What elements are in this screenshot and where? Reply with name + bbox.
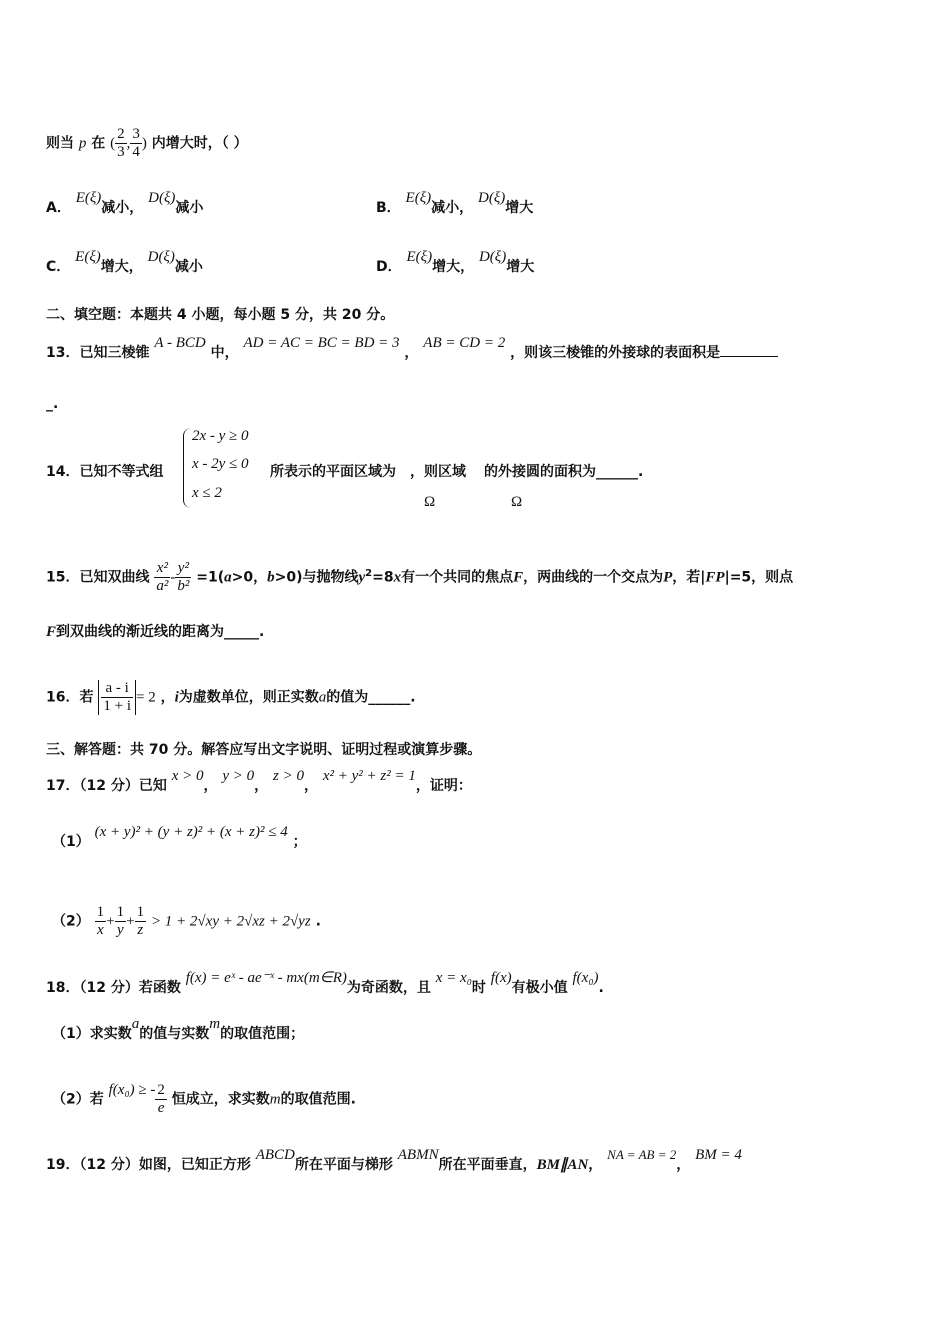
q17-c2: y > 0	[222, 768, 255, 784]
intro-rparen: )	[141, 135, 147, 152]
q18-p1-tail: 的取值范围；	[220, 1026, 305, 1042]
q14-text-2: ，则区域	[410, 464, 466, 480]
option-e: E(ξ)	[75, 249, 101, 265]
q17-line	[46, 768, 472, 796]
q14-text	[270, 462, 643, 482]
q18-part-1	[52, 1016, 305, 1044]
q17-c1: x > 0	[171, 768, 204, 784]
q19-num: 19．（12 分）如图，已知正方形	[46, 1157, 251, 1173]
q17-p1-end: ；	[292, 834, 307, 850]
q18-part-2	[52, 1082, 356, 1117]
q17-num: 17．（12 分）已知	[46, 778, 167, 794]
option-letter: A．	[46, 200, 71, 216]
q16-abs	[98, 680, 136, 715]
q17-frac-x: $\frac{1}{x}$	[96, 904, 105, 938]
q18-p2-lhs: f(x₀) ≥ -	[108, 1081, 156, 1098]
q18-fx0: f(x₀)	[572, 970, 599, 986]
q18-line	[46, 970, 604, 998]
q17-part-1	[52, 824, 307, 852]
q19-sep-2: ，	[676, 1157, 691, 1173]
q15-P: P	[663, 569, 673, 586]
q17-frac-z: $\frac{1}{z}$	[136, 904, 145, 938]
option-d: D(ξ)	[147, 249, 175, 265]
q19-cond2: BM = 4	[695, 1147, 742, 1163]
q15-mid1: 有一个共同的焦点	[401, 569, 514, 586]
option-d-verb: 增大	[505, 200, 534, 216]
option-b	[376, 190, 534, 218]
q16-line	[46, 680, 416, 715]
q18-fx: f(x)	[490, 970, 512, 986]
q13-mid: 中，	[210, 345, 239, 361]
q19-line	[46, 1147, 742, 1175]
option-d	[376, 249, 535, 277]
q16-mid1: ，	[160, 689, 175, 706]
q14-omega-1: Ω	[424, 494, 436, 510]
q15-mid2: ，两曲线的一个交点为	[523, 569, 664, 586]
option-e-verb: 增大，	[432, 259, 475, 275]
q13-sep: ，	[404, 345, 419, 361]
q19-parallel: BM∥AN	[536, 1157, 589, 1173]
q18-p1-mid: 的值与实数	[139, 1026, 210, 1042]
q16-num: 16．若	[46, 689, 94, 706]
q13-blank	[720, 342, 778, 357]
q15-mid4: |=5，则点	[724, 569, 794, 586]
q16-i: i	[174, 689, 179, 706]
option-e: E(ξ)	[406, 249, 433, 265]
q18-mid3: 有极小值	[511, 980, 568, 996]
option-d-verb: 减小	[174, 259, 203, 275]
q17-c4: x² + y² + z² = 1	[322, 768, 416, 784]
option-d: D(ξ)	[148, 190, 176, 206]
q18-p2-frac: $\frac{2}{e}$	[157, 1082, 165, 1116]
q15-line2-text: 到双曲线的渐近线的距离为_____.	[56, 624, 265, 640]
intro-comma: ,	[126, 135, 131, 152]
q15-FP: FP	[705, 569, 725, 586]
intro-line	[46, 126, 248, 161]
q18-p1-label: （1）求实数	[52, 1026, 132, 1042]
q19-trapezoid: ABMN	[397, 1147, 439, 1163]
q17-p2-rhs: > 1 + 2√xy + 2√xz + 2√yz	[150, 913, 311, 930]
option-letter: B．	[376, 200, 401, 216]
q18-p2-mid: 恒成立，求实数	[171, 1091, 270, 1108]
q15-b: b	[267, 569, 275, 586]
q15-parab-y: y	[358, 569, 366, 586]
q19-sep-1: ，	[588, 1157, 603, 1173]
q14-prefix: 14．已知不等式组	[46, 464, 164, 480]
q14-ineq-2: x - 2y ≤ 0	[192, 456, 249, 472]
intro-frac-1: $\frac{2}{3}$	[117, 126, 125, 160]
q18-mid2: 时	[471, 980, 486, 996]
q15-minus: -	[170, 569, 176, 586]
q16-eq: = 2	[136, 689, 156, 706]
q16-frac: $\frac{a - i}{1 + i}$	[103, 680, 131, 714]
section-2-heading: 二、填空题：本题共 4 小题，每小题 5 分，共 20 分。	[46, 307, 395, 323]
intro-in: 在	[91, 135, 106, 152]
option-c	[46, 249, 203, 277]
q15-gt0b: >0)与抛物线	[274, 569, 359, 586]
q18-num: 18．（12 分）若函数	[46, 980, 181, 996]
q18-p2-label: （2）若	[52, 1091, 104, 1108]
q15-parab-sq: 2	[365, 567, 373, 579]
option-e: E(ξ)	[405, 190, 432, 206]
option-e-verb: 减小，	[101, 200, 144, 216]
q17-plus-1: +	[106, 913, 115, 930]
option-d-verb: 减小	[175, 200, 204, 216]
q15-line2-F: F	[46, 624, 57, 640]
q19-mid1: 所在平面与梯形	[294, 1157, 393, 1173]
q15-parab-x: x	[393, 569, 402, 586]
q14-ineq-3: x ≤ 2	[192, 485, 222, 501]
q17-tail: ，证明：	[415, 778, 472, 794]
q19-square: ABCD	[255, 1147, 295, 1163]
q13-tail: _.	[46, 396, 59, 412]
intro-lparen: (	[110, 135, 116, 152]
q18-m: m	[209, 1016, 221, 1032]
q16-mid2: 为虚数单位，则正实数	[178, 689, 319, 706]
q16-a: a	[318, 689, 327, 706]
section-3-heading: 三、解答题：共 70 分。解答应写出文字说明、证明过程或演算步骤。	[46, 742, 482, 758]
q17-sep-1: ，	[203, 778, 218, 794]
q18-cond: x = x₀	[435, 970, 472, 986]
q16-tail: 的值为______.	[326, 689, 416, 706]
intro-prefix: 则当	[46, 135, 74, 152]
q13-ask: ，则该三棱锥的外接球的表面积是	[510, 345, 721, 361]
q17-p2-label: （2）	[52, 913, 90, 930]
q15-line	[46, 560, 793, 595]
q15-mid3: ，若|	[672, 569, 706, 586]
q13-cond1: AD = AC = BC = BD = 3	[243, 335, 400, 351]
q18-func: f(x) = eˣ - ae⁻ˣ - mx(m∈R)	[185, 970, 347, 986]
q15-frac-y: $\frac{\text{y²}}{\text{b²}}$	[177, 560, 190, 594]
option-d: D(ξ)	[478, 190, 506, 206]
q17-p1-label: （1）	[52, 834, 90, 850]
q14-text-1: 所表示的平面区域为	[270, 464, 396, 480]
intro-suffix: 内增大时，（ ）	[151, 135, 248, 152]
q14-ineq-1: 2x - y ≥ 0	[192, 428, 249, 444]
q17-p2-end: .	[315, 913, 321, 930]
q15-a: a	[224, 569, 232, 586]
q18-a: a	[131, 1016, 140, 1032]
q14-omega-2: Ω	[511, 494, 523, 510]
q15-F: F	[513, 569, 524, 586]
q13-solid: A - BCD	[154, 335, 206, 351]
q19-mid2: 所在平面垂直，	[438, 1157, 537, 1173]
q13-line	[46, 335, 778, 363]
q17-part-2	[52, 904, 321, 939]
q13-cond2: AB = CD = 2	[423, 335, 506, 351]
q17-plus-2: +	[126, 913, 135, 930]
q18-mid1: 为奇函数，且	[346, 980, 431, 996]
option-letter: C．	[46, 259, 71, 275]
q15-num: 15．已知双曲线	[46, 569, 150, 586]
q17-sep-2: ，	[254, 778, 269, 794]
q15-line-2	[46, 622, 264, 642]
intro-frac-2: $\frac{3}{4}$	[132, 126, 140, 160]
q13-num: 13．已知三棱锥	[46, 345, 150, 361]
option-d: D(ξ)	[478, 249, 507, 265]
q17-frac-y: $\frac{1}{y}$	[116, 904, 125, 938]
intro-p: p	[78, 135, 87, 152]
q15-frac-x: $\frac{\text{x²}}{\text{a²}}$	[156, 560, 169, 594]
option-e-verb: 减小，	[431, 200, 474, 216]
q17-sep-3: ，	[304, 778, 318, 794]
q15-parab-rhs: =8	[372, 569, 394, 586]
q14-text-3: 的外接圆的面积为______.	[484, 464, 644, 480]
q18-p2-m: m	[269, 1091, 281, 1108]
option-e-verb: 增大，	[100, 259, 143, 275]
q15-eq: =1(	[196, 569, 225, 586]
option-a	[46, 190, 204, 218]
q15-gt0a: >0，	[231, 569, 268, 586]
q17-p1-expr: (x + y)² + (y + z)² + (x + z)² ≤ 4	[94, 824, 288, 840]
q17-c3: z > 0	[273, 768, 304, 784]
option-letter: D．	[376, 259, 402, 275]
q18-p2-tail: 的取值范围.	[280, 1091, 356, 1108]
option-e: E(ξ)	[75, 190, 102, 206]
option-d-verb: 增大	[506, 259, 535, 275]
q19-cond1: NA = AB = 2	[607, 1147, 677, 1162]
q18-end: .	[598, 980, 604, 996]
